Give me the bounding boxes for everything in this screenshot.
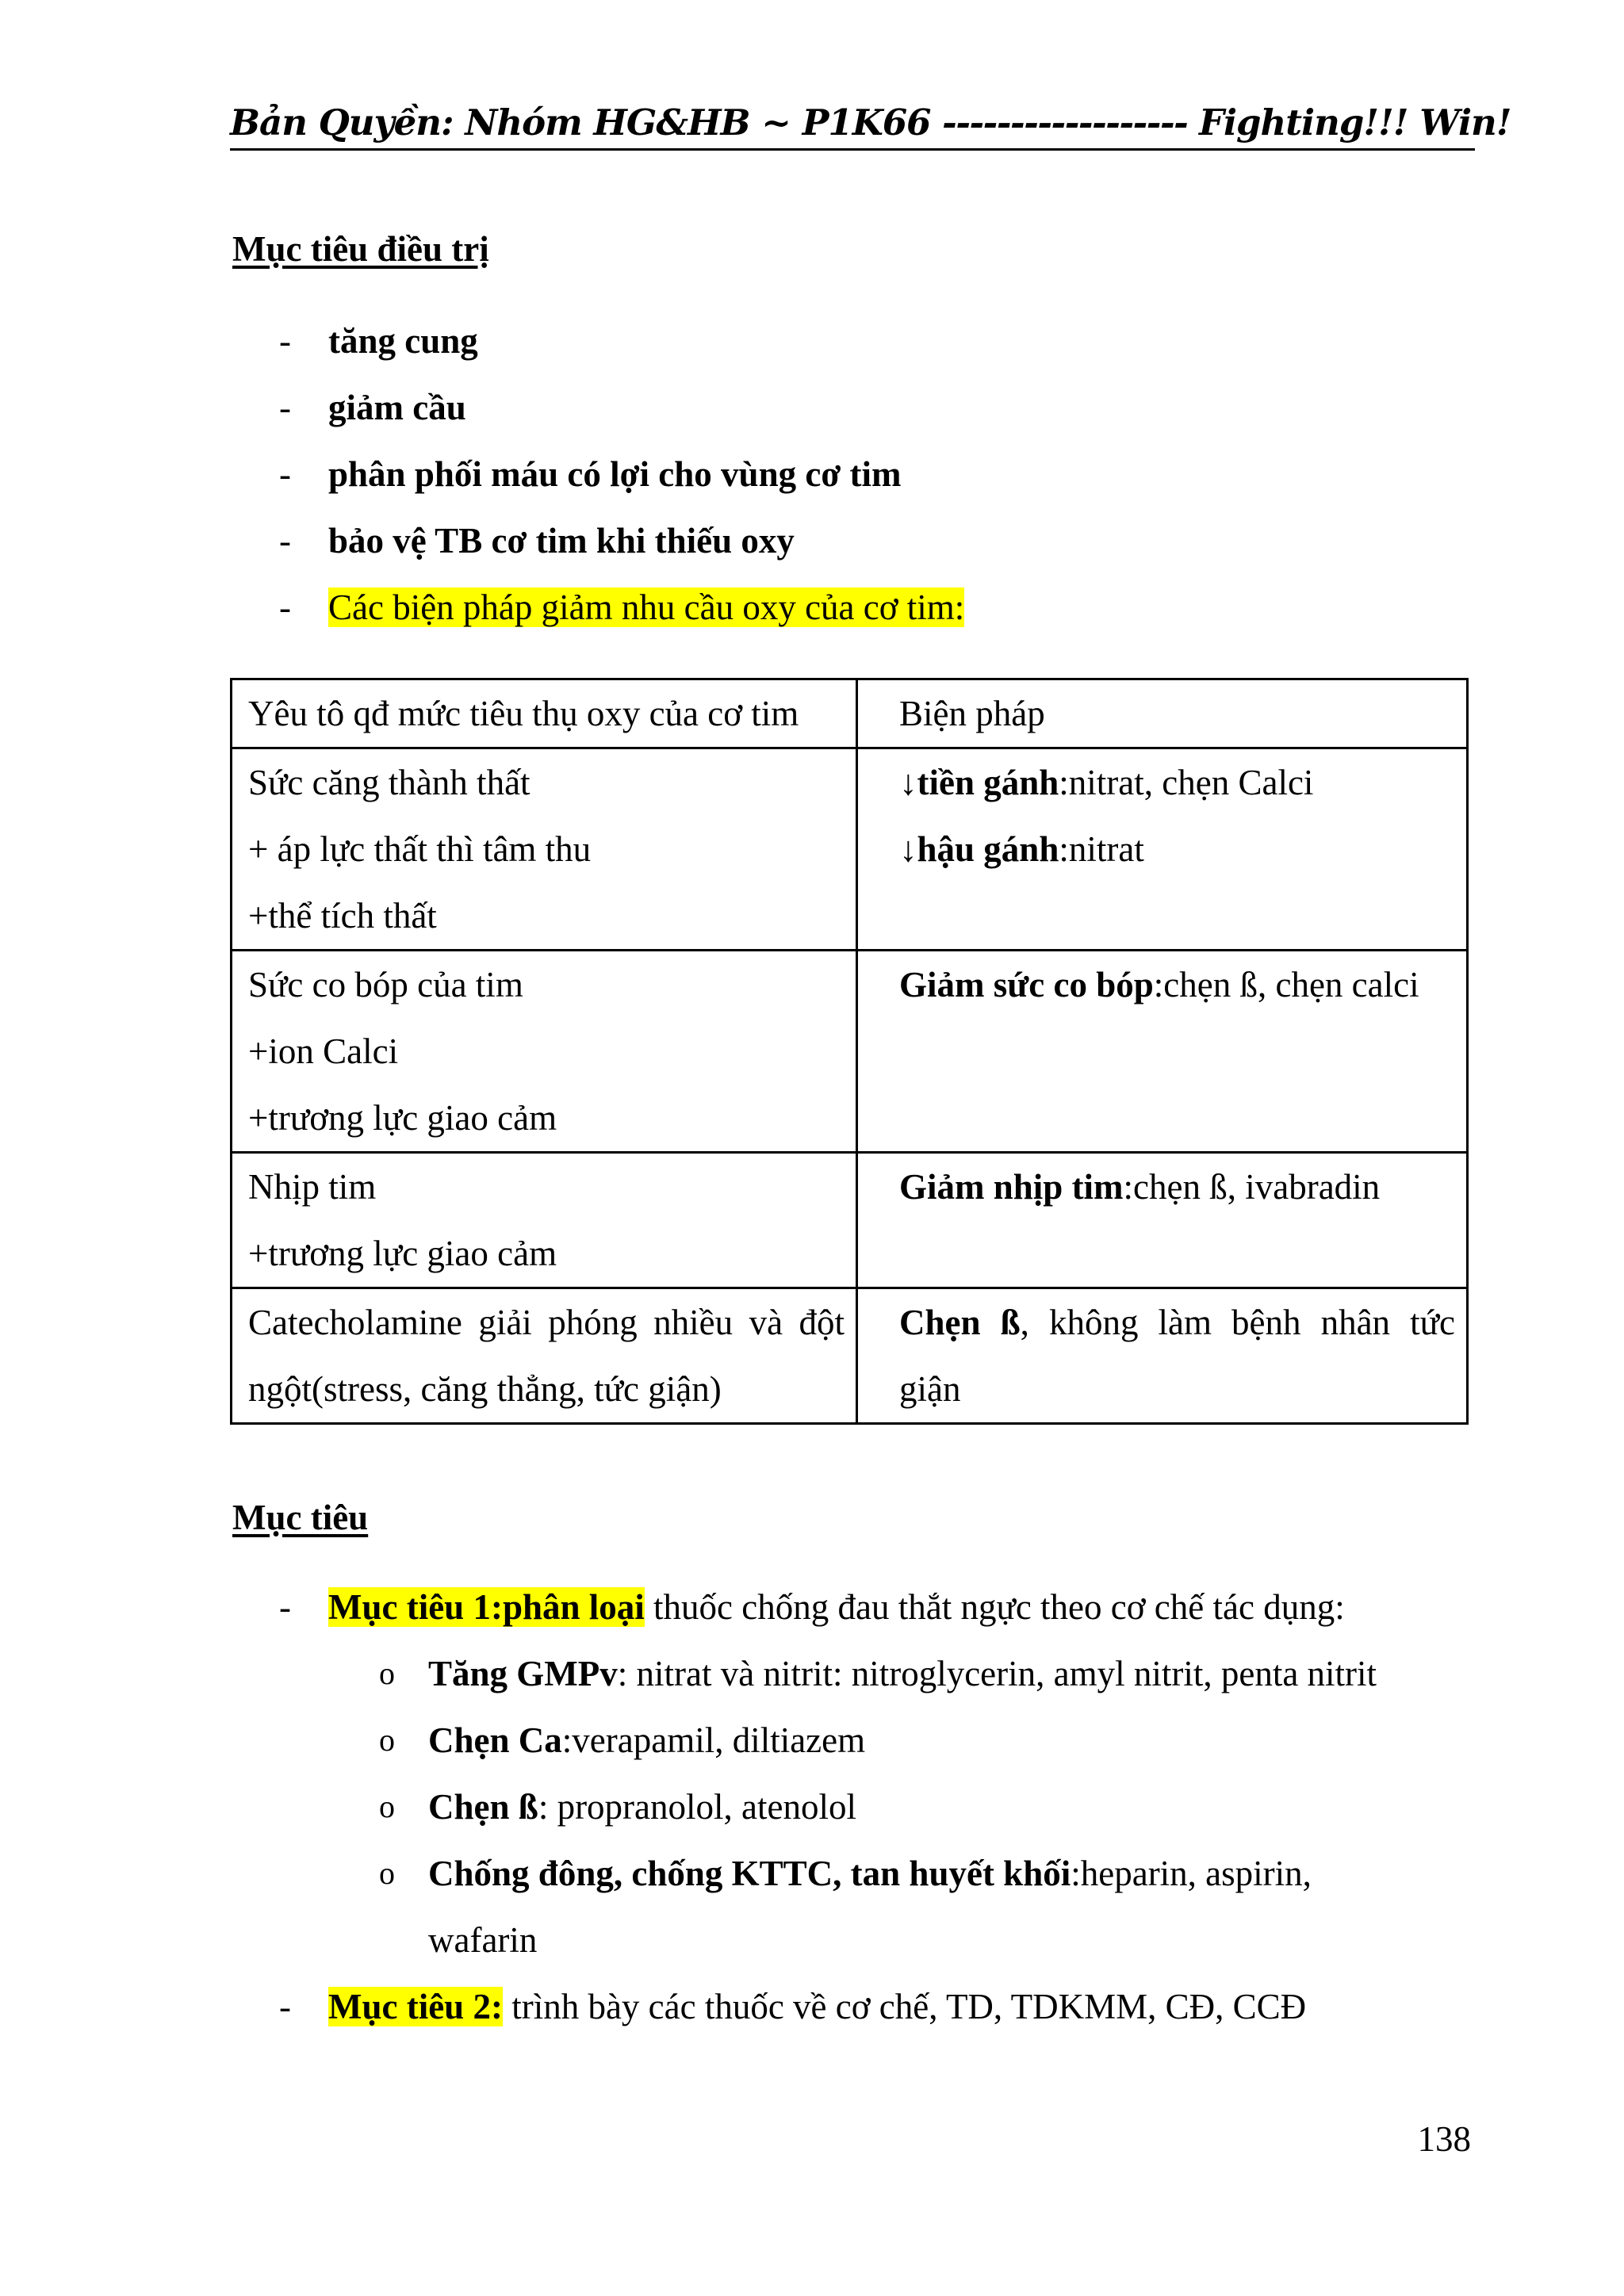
table-cell-measure: Chẹn ß, không làm bệnh nhân tức giận (857, 1288, 1468, 1424)
table-row (232, 1153, 1468, 1288)
treatment-goals-list (279, 308, 964, 641)
list-item: o Tăng GMPv: nitrat và nitrit: nitroglycerin, amyl nitrit, penta nitrit (379, 1654, 1377, 1693)
header-right: Fighting!!! Win! (1199, 101, 1511, 144)
list-item: - giảm cầu (279, 388, 466, 427)
header-dashes: ------------------ (942, 101, 1188, 144)
list-item: - bảo vệ TB cơ tim khi thiếu oxy (279, 521, 795, 561)
table-row (232, 951, 1468, 1153)
section-title-treatment-goals: Mục tiêu điều trị (232, 229, 489, 269)
table-header-cell: Biện pháp (857, 679, 1468, 748)
page-number: 138 (1417, 2119, 1471, 2159)
highlighted-text: Mục tiêu 2: (328, 1987, 503, 2026)
oxygen-demand-table (230, 678, 1469, 1425)
table-cell-factor: Nhịp tim +trương lực giao cảm (232, 1153, 857, 1288)
table-cell-measure: ↓tiền gánh:nitrat, chẹn Calci ↓hậu gánh:nitrat (857, 748, 1468, 951)
header-left: Bản Quyền: Nhóm HG&HB ~ P1K66 (230, 101, 931, 144)
table-cell-measure: Giảm nhịp tim:chẹn ß, ivabradin (857, 1153, 1468, 1288)
highlighted-text: Mục tiêu 1:phân loại (328, 1587, 645, 1627)
list-item: - phân phối máu có lợi cho vùng cơ tim (279, 454, 902, 494)
list-item: - tăng cung (279, 321, 478, 361)
drug-class-list (379, 1640, 1377, 1973)
table-header-row (232, 679, 1468, 748)
table-cell-factor: Sức co bóp của tim +ion Calci +trương lực giao cảm (232, 951, 857, 1153)
highlighted-text: Các biện pháp giảm nhu cầu oxy của cơ tim: (328, 587, 965, 627)
list-item: o Chẹn ß: propranolol, atenolol (379, 1787, 856, 1827)
goal-1-list (279, 1574, 1345, 1640)
table-cell-factor: Catecholamine giải phóng nhiều và đột ngột(stress, căng thẳng, tức giận) (232, 1288, 857, 1424)
list-item-goal-1: - Mục tiêu 1:phân loại thuốc chống đau thắt ngực theo cơ chế tác dụng: (279, 1587, 1345, 1627)
table-cell-factor: Sức căng thành thất + áp lực thất thì tâm thu +thể tích thất (232, 748, 857, 951)
section-title-goals: Mục tiêu (232, 1498, 369, 1537)
list-item: - Các biện pháp giảm nhu cầu oxy của cơ tim: (279, 587, 965, 627)
table-cell-measure: Giảm sức co bóp:chẹn ß, chẹn calci (857, 951, 1468, 1153)
goal-2-list (279, 1973, 1306, 2040)
table-header-cell: Yêu tô qđ mức tiêu thụ oxy của cơ tim (232, 679, 857, 748)
list-item-goal-2: - Mục tiêu 2: trình bày các thuốc về cơ chế, TD, TDKMM, CĐ, CCĐ (279, 1987, 1307, 2026)
table-row (232, 1288, 1468, 1424)
table-row (232, 748, 1468, 951)
list-item: o Chống đông, chống KTTC, tan huyết khối:heparin, aspirin, wafarin (379, 1854, 1312, 1960)
list-item: o Chẹn Ca:verapamil, diltiazem (379, 1720, 866, 1760)
page-header (230, 101, 1511, 151)
